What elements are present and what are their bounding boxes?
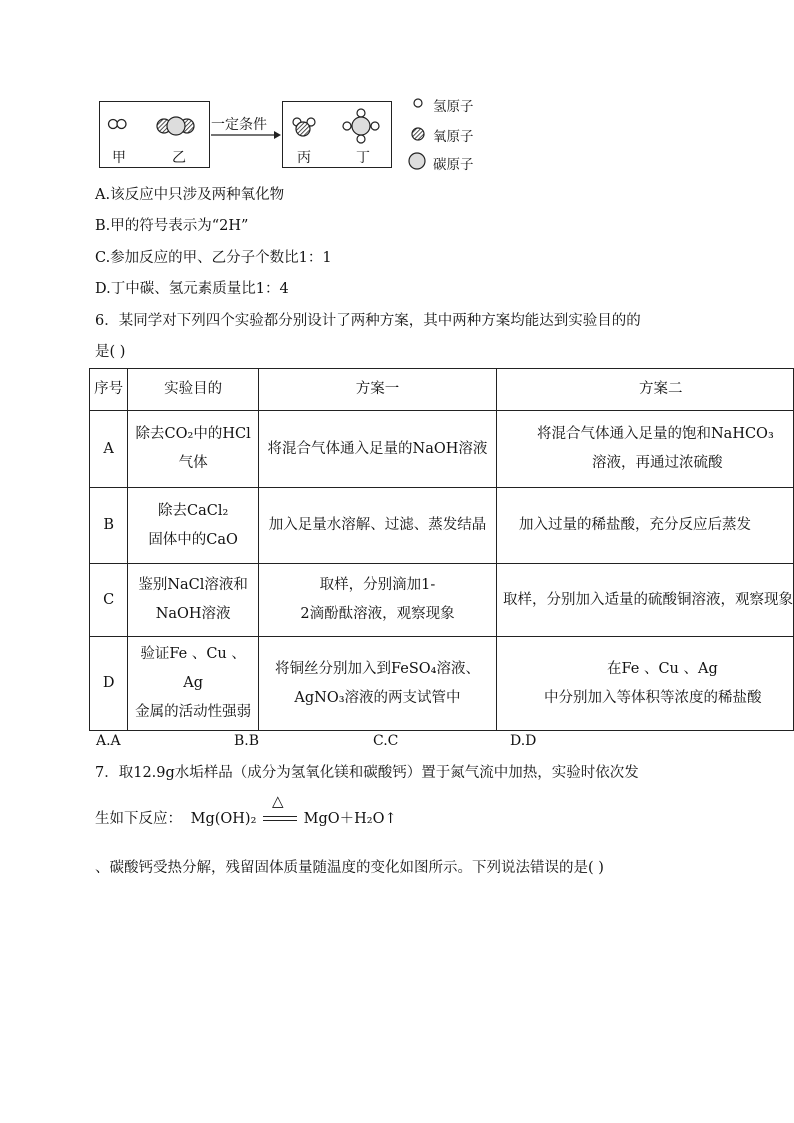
q5-option-d: D.丁中碳、氢元素质量比1：4 — [95, 281, 289, 297]
table-row — [90, 488, 794, 564]
table-row — [90, 411, 794, 488]
row-id: A — [90, 411, 128, 488]
q7-equation-line — [95, 792, 397, 828]
label-ding: 丁 — [356, 150, 370, 166]
row-plan1: 取样，分别滴加1- 2滴酚酞溶液，观察现象 — [258, 564, 496, 637]
header-plan2: 方案二 — [496, 369, 793, 411]
q6-stem-line2: 是( ) — [95, 344, 126, 360]
q6-option-b: B.B — [234, 733, 260, 749]
row-id: B — [90, 488, 128, 564]
row-id: D — [90, 637, 128, 731]
carbon-atom-icon — [407, 151, 427, 171]
row-plan1: 加入足量水溶解、过滤、蒸发结晶 — [258, 488, 496, 564]
row-plan1: 将混合气体通入足量的NaOH溶液 — [258, 411, 496, 488]
q6-option-c: C.C — [373, 733, 399, 749]
row-id: C — [90, 564, 128, 637]
row-purpose: 鉴别NaCl溶液和 NaOH溶液 — [128, 564, 259, 637]
molecule-jia-icon — [107, 117, 129, 131]
label-bing: 丙 — [297, 150, 311, 166]
label-jia: 甲 — [112, 150, 126, 166]
row-plan2: 在Fe 、Cu 、Ag 中分别加入等体积等浓度的稀盐酸 — [496, 637, 793, 731]
q7-stem-line3: 、碳酸钙受热分解，残留固体质量随温度的变化如图所示。下列说法错误的是( ) — [95, 860, 604, 876]
q6-table — [89, 368, 794, 731]
legend-oxygen: 氧原子 — [433, 129, 474, 145]
molecule-bing-icon — [289, 116, 319, 138]
equation-left: Mg(OH)₂ — [190, 811, 257, 827]
oxygen-atom-icon — [410, 126, 426, 142]
q5-option-a: A.该反应中只涉及两种氧化物 — [95, 187, 285, 203]
molecule-ding-icon — [342, 108, 380, 144]
row-plan2: 取样，分别加入适量的硫酸铜溶液，观察现象 — [496, 564, 793, 637]
table-header-row — [90, 369, 794, 411]
molecule-yi-icon — [154, 115, 198, 137]
q6-option-a: A.A — [96, 733, 121, 749]
row-plan2: 将混合气体通入足量的饱和NaHCO₃ 溶液，再通过浓硫酸 — [496, 411, 793, 488]
q7-stem-line1: 7．取12.9g水垢样品（成分为氢氧化镁和碳酸钙）置于氮气流中加热，实验时依次发 — [95, 765, 639, 781]
row-plan2: 加入过量的稀盐酸，充分反应后蒸发 — [496, 488, 793, 564]
hydrogen-atom-icon — [412, 97, 424, 109]
reaction-condition: 一定条件 — [211, 117, 267, 133]
equation-right: MgO＋H₂O↑ — [303, 811, 397, 827]
equation-arrow — [261, 792, 299, 824]
legend-carbon: 碳原子 — [433, 157, 474, 173]
q5-option-c: C.参加反应的甲、乙分子个数比1：1 — [95, 250, 332, 266]
q7-line2-prefix: 生如下反应： — [95, 811, 182, 827]
header-purpose: 实验目的 — [128, 369, 259, 411]
row-plan1: 将铜丝分别加入到FeSO₄溶液、 AgNO₃溶液的两支试管中 — [258, 637, 496, 731]
label-yi: 乙 — [172, 150, 186, 166]
equation-condition: △ — [272, 792, 284, 810]
header-id: 序号 — [90, 369, 128, 411]
table-row — [90, 637, 794, 731]
q5-option-b: B.甲的符号表示为“2H” — [95, 218, 249, 234]
row-purpose: 除去CO₂中的HCl 气体 — [128, 411, 259, 488]
row-purpose: 验证Fe 、Cu 、 Ag 金属的活动性强弱 — [128, 637, 259, 731]
legend-hydrogen: 氢原子 — [433, 99, 474, 115]
q6-stem-line1: 6．某同学对下列四个实验都分别设计了两种方案，其中两种方案均能达到实验目的的 — [95, 313, 641, 329]
arrow-right-icon — [210, 130, 282, 140]
q6-option-d: D.D — [510, 733, 537, 749]
header-plan1: 方案一 — [258, 369, 496, 411]
table-row — [90, 564, 794, 637]
row-purpose: 除去CaCl₂ 固体中的CaO — [128, 488, 259, 564]
